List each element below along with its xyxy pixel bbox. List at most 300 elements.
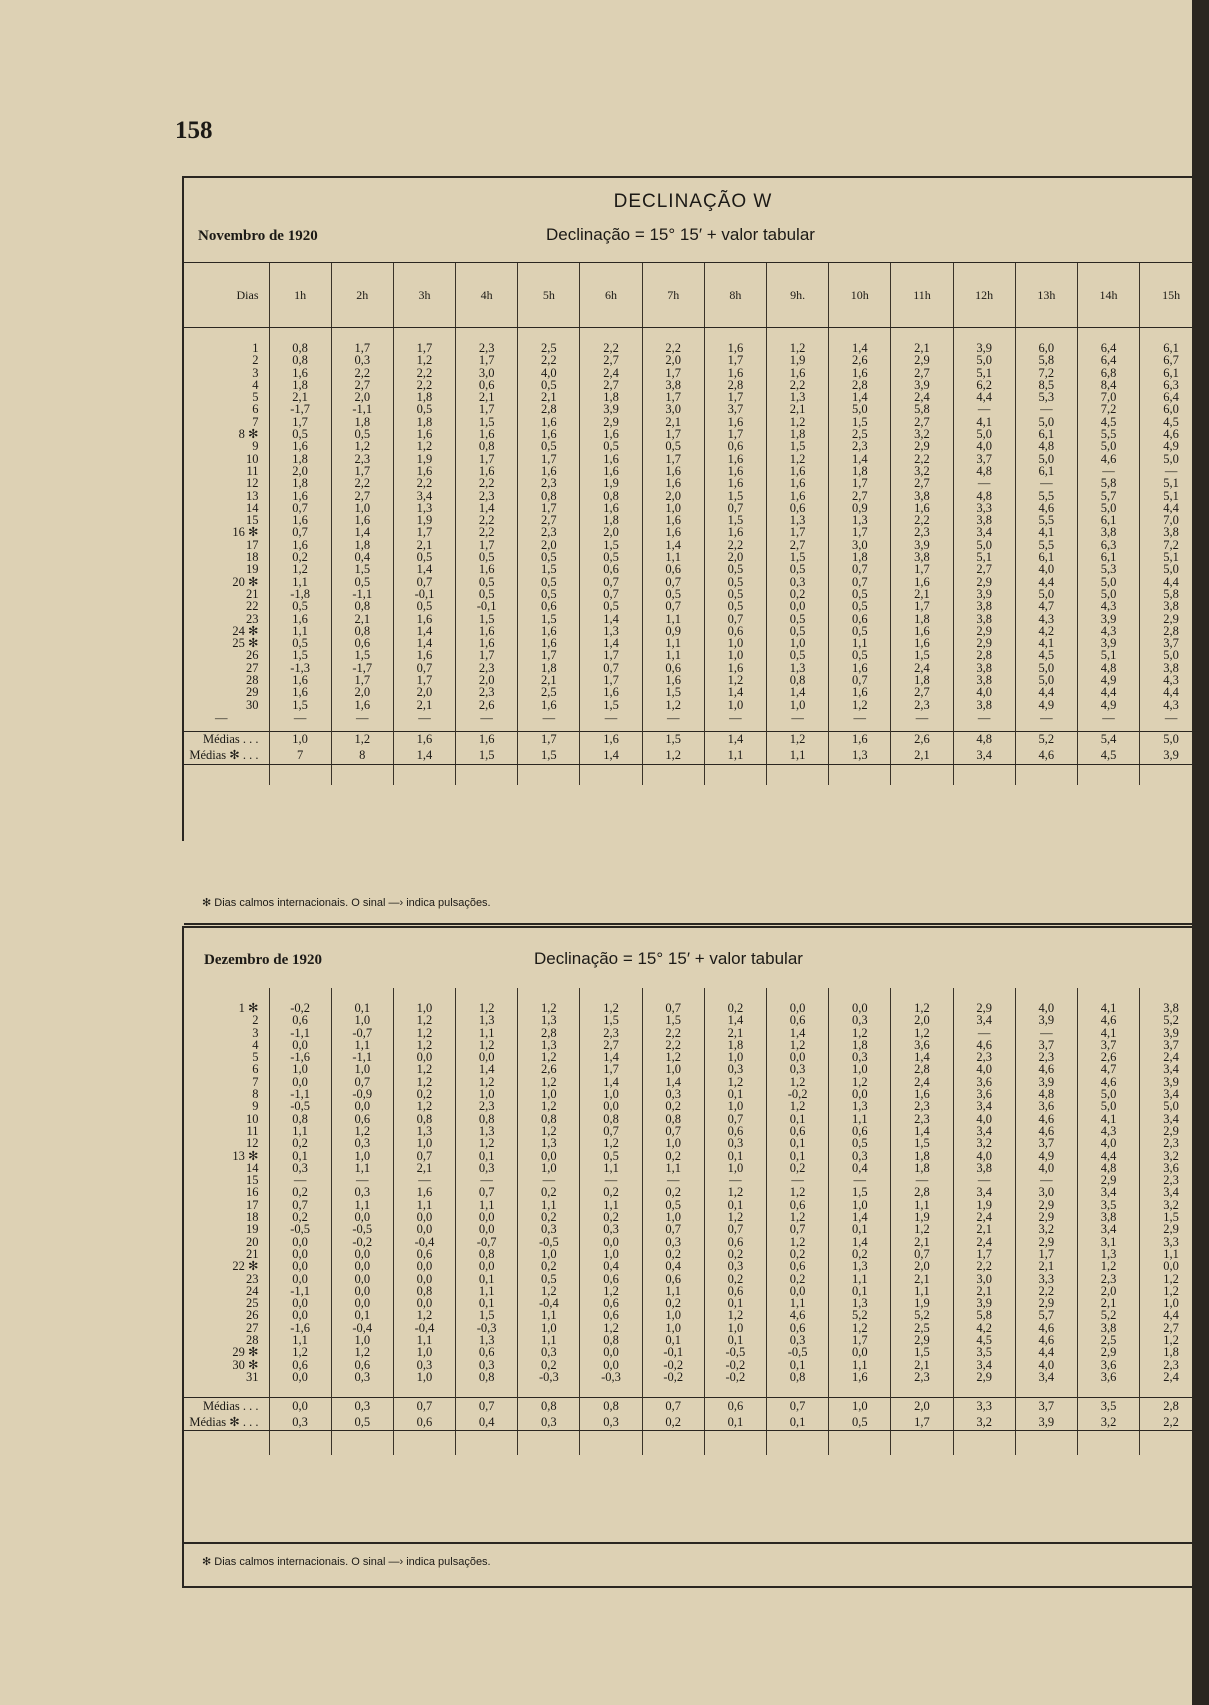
pad-cell bbox=[953, 764, 1015, 785]
value-cell: 5,7 bbox=[1015, 1309, 1077, 1321]
value-cell: 0,0 bbox=[829, 1002, 891, 1014]
pad-cell bbox=[269, 764, 331, 785]
day-cell: 14 bbox=[246, 501, 259, 515]
value-cell: 2,9 bbox=[953, 625, 1015, 637]
spacer-cell bbox=[518, 988, 580, 1002]
pad-cell bbox=[518, 764, 580, 785]
value-cell: 1,7 bbox=[580, 649, 642, 661]
value-cell: 3,8 bbox=[953, 514, 1015, 526]
value-cell: 2,7 bbox=[829, 490, 891, 502]
value-cell: 0,7 bbox=[331, 1076, 393, 1088]
value-cell: 1,7 bbox=[393, 342, 455, 354]
value-cell: 3,8 bbox=[891, 490, 953, 502]
means-calm-value: 8 bbox=[331, 748, 393, 765]
value-cell: 4,7 bbox=[1015, 600, 1077, 612]
value-cell: 1,2 bbox=[518, 1002, 580, 1014]
day-cell: 4 bbox=[252, 1038, 259, 1052]
value-cell: 4,0 bbox=[1015, 1359, 1077, 1371]
value-cell: 1,0 bbox=[393, 1137, 455, 1149]
value-cell: 0,5 bbox=[704, 576, 766, 588]
value-cell: 0,5 bbox=[580, 440, 642, 452]
means-calm-value: 0,1 bbox=[704, 1414, 766, 1431]
value-cell: 2,8 bbox=[518, 1027, 580, 1039]
value-cell: 0,6 bbox=[456, 1346, 518, 1358]
spacer-cell bbox=[269, 1383, 331, 1398]
table-row bbox=[184, 453, 1202, 465]
day-cell: 19 bbox=[246, 563, 259, 576]
value-cell: 1,5 bbox=[891, 1137, 953, 1149]
spacer-cell bbox=[767, 988, 829, 1002]
value-cell: -0,5 bbox=[767, 1346, 829, 1358]
value-cell: 6,4 bbox=[1140, 391, 1202, 403]
value-cell: 2,5 bbox=[1077, 1334, 1139, 1346]
day-cell: 26 bbox=[246, 1309, 259, 1322]
value-cell: -0,4 bbox=[393, 1236, 455, 1248]
value-cell: -1,1 bbox=[269, 1088, 331, 1100]
spacer-cell bbox=[331, 1383, 393, 1398]
value-cell: 2,9 bbox=[1077, 1346, 1139, 1358]
value-cell: 1,2 bbox=[829, 1027, 891, 1039]
value-cell: 1,6 bbox=[767, 367, 829, 379]
hour-header: 8h bbox=[704, 263, 766, 328]
value-cell: 2,0 bbox=[580, 526, 642, 538]
table-row bbox=[184, 539, 1202, 551]
value-cell: 0,6 bbox=[393, 1248, 455, 1260]
day-cell: 28 bbox=[246, 674, 259, 687]
value-cell: 3,0 bbox=[1015, 1186, 1077, 1198]
value-cell: 4,4 bbox=[1077, 686, 1139, 698]
value-cell: 4,0 bbox=[953, 1063, 1015, 1075]
value-cell: 3,6 bbox=[1140, 1162, 1202, 1174]
value-cell: 1,8 bbox=[269, 477, 331, 489]
day-cell: 25 bbox=[246, 1297, 259, 1310]
value-cell: 0,1 bbox=[829, 1223, 891, 1235]
dash-cell: — bbox=[953, 711, 1015, 732]
value-cell: 5,8 bbox=[1077, 477, 1139, 489]
spacer-row bbox=[184, 328, 1202, 343]
value-cell: 5,8 bbox=[1015, 354, 1077, 366]
value-cell: 1,5 bbox=[580, 1014, 642, 1026]
means-value: 3,7 bbox=[1015, 1398, 1077, 1415]
means-calm-value: 1,5 bbox=[456, 748, 518, 765]
value-cell: 0,8 bbox=[331, 600, 393, 612]
dash-cell: — bbox=[456, 711, 518, 732]
spacer-cell bbox=[642, 1383, 704, 1398]
value-cell: 0,8 bbox=[269, 342, 331, 354]
value-cell: 1,2 bbox=[891, 1027, 953, 1039]
value-cell: 1,5 bbox=[1140, 1211, 1202, 1223]
value-cell: 1,0 bbox=[269, 1063, 331, 1075]
table-row bbox=[184, 1322, 1202, 1334]
value-cell: 0,3 bbox=[829, 1150, 891, 1162]
value-cell: 0,6 bbox=[642, 1273, 704, 1285]
hour-header: 4h bbox=[456, 263, 518, 328]
value-cell: 1,2 bbox=[891, 1223, 953, 1235]
value-cell: 1,8 bbox=[1140, 1346, 1202, 1358]
value-cell: 1,8 bbox=[891, 1162, 953, 1174]
november-formula: Declinação = 15° 15′ + valor tabular bbox=[546, 225, 815, 244]
value-cell: 1,5 bbox=[642, 686, 704, 698]
spacer-cell bbox=[829, 988, 891, 1002]
value-cell: 3,9 bbox=[580, 403, 642, 415]
spacer-cell bbox=[1077, 988, 1139, 1002]
value-cell: 0,5 bbox=[518, 1273, 580, 1285]
value-cell: 2,1 bbox=[1077, 1297, 1139, 1309]
value-cell: 1,5 bbox=[829, 416, 891, 428]
value-cell: 1,7 bbox=[456, 649, 518, 661]
value-cell: 4,4 bbox=[1015, 1346, 1077, 1358]
value-cell: 4,8 bbox=[953, 490, 1015, 502]
value-cell: 0,5 bbox=[518, 440, 580, 452]
table-row bbox=[184, 490, 1202, 502]
value-cell: 6,0 bbox=[1015, 342, 1077, 354]
value-cell: 2,9 bbox=[1140, 1125, 1202, 1137]
value-cell: 4,6 bbox=[1077, 1076, 1139, 1088]
value-cell: 4,6 bbox=[767, 1309, 829, 1321]
value-cell: 1,8 bbox=[704, 1039, 766, 1051]
spacer-cell bbox=[704, 988, 766, 1002]
means-value: 1,2 bbox=[767, 731, 829, 748]
value-cell: 4,6 bbox=[1015, 1322, 1077, 1334]
value-cell: 2,1 bbox=[953, 1285, 1015, 1297]
means-value: 0,8 bbox=[580, 1398, 642, 1415]
value-cell: 1,1 bbox=[456, 1027, 518, 1039]
value-cell: 5,1 bbox=[1140, 477, 1202, 489]
value-cell: 3,8 bbox=[953, 662, 1015, 674]
pad-cell bbox=[642, 764, 704, 785]
value-cell: 3,9 bbox=[1015, 1076, 1077, 1088]
value-cell: 2,3 bbox=[1140, 1137, 1202, 1149]
value-cell: 3,0 bbox=[456, 367, 518, 379]
means-value: 5,0 bbox=[1140, 731, 1202, 748]
value-cell: 0,6 bbox=[767, 1199, 829, 1211]
value-cell: 1,6 bbox=[704, 662, 766, 674]
value-cell: 1,5 bbox=[518, 563, 580, 575]
spacer-cell bbox=[1015, 328, 1077, 343]
table-row bbox=[184, 440, 1202, 452]
value-cell: 4,0 bbox=[1015, 1002, 1077, 1014]
means-calm-value: 0,3 bbox=[269, 1414, 331, 1431]
value-cell: 3,9 bbox=[1140, 1027, 1202, 1039]
december-footnote: ✻ Dias calmos internacionais. O sinal —› indica pulsações. bbox=[202, 1556, 491, 1568]
value-cell: 4,2 bbox=[953, 1322, 1015, 1334]
value-cell: 0,8 bbox=[393, 1285, 455, 1297]
spacer-cell bbox=[580, 1383, 642, 1398]
value-cell: 3,4 bbox=[953, 1100, 1015, 1112]
day-cell: 19 bbox=[246, 1223, 259, 1236]
value-cell: 1,7 bbox=[331, 342, 393, 354]
value-cell: 1,0 bbox=[393, 1002, 455, 1014]
means-value: 5,2 bbox=[1015, 731, 1077, 748]
value-cell: 2,3 bbox=[456, 342, 518, 354]
value-cell: 1,7 bbox=[829, 1334, 891, 1346]
dash-cell: — bbox=[393, 711, 455, 732]
day-cell: 10 bbox=[246, 452, 259, 465]
value-cell: 0,0 bbox=[269, 1260, 331, 1272]
value-cell: 1,6 bbox=[269, 674, 331, 686]
value-cell: 1,6 bbox=[393, 649, 455, 661]
value-cell: 0,3 bbox=[456, 1359, 518, 1371]
table-row bbox=[184, 1137, 1202, 1149]
value-cell: 1,7 bbox=[518, 649, 580, 661]
value-cell: 1,6 bbox=[704, 453, 766, 465]
day-cell: 1 bbox=[252, 342, 259, 355]
value-cell: 2,4 bbox=[953, 1211, 1015, 1223]
pad-cell bbox=[184, 1431, 269, 1456]
value-cell: 4,0 bbox=[953, 686, 1015, 698]
value-cell: 2,0 bbox=[642, 354, 704, 366]
value-cell: — bbox=[1077, 465, 1139, 477]
value-cell: 4,1 bbox=[1015, 637, 1077, 649]
value-cell: 1,1 bbox=[456, 1285, 518, 1297]
value-cell: 3,9 bbox=[953, 588, 1015, 600]
spacer-cell bbox=[184, 328, 269, 343]
value-cell: 3,5 bbox=[953, 1346, 1015, 1358]
value-cell: 0,6 bbox=[331, 1359, 393, 1371]
value-cell: 0,0 bbox=[829, 1088, 891, 1100]
value-cell: 1,6 bbox=[704, 416, 766, 428]
value-cell: 1,7 bbox=[829, 526, 891, 538]
value-cell: 0,1 bbox=[767, 1137, 829, 1149]
value-cell: 4,9 bbox=[1077, 674, 1139, 686]
means-value: 0,6 bbox=[704, 1398, 766, 1415]
value-cell: 5,5 bbox=[1015, 539, 1077, 551]
value-cell: 0,1 bbox=[704, 1334, 766, 1346]
value-cell: 0,7 bbox=[269, 1199, 331, 1211]
value-cell: 2,9 bbox=[580, 416, 642, 428]
value-cell: 2,9 bbox=[1015, 1236, 1077, 1248]
value-cell: 1,2 bbox=[269, 1346, 331, 1358]
value-cell: 2,5 bbox=[891, 1322, 953, 1334]
value-cell: 1,2 bbox=[767, 1076, 829, 1088]
means-calm-value: 0,5 bbox=[829, 1414, 891, 1431]
value-cell: 5,8 bbox=[891, 403, 953, 415]
means-calm-value: 0,2 bbox=[642, 1414, 704, 1431]
value-cell: 6,1 bbox=[1015, 551, 1077, 563]
value-cell: 2,2 bbox=[518, 354, 580, 366]
means-calm-label: Médias ✻ . . . bbox=[184, 748, 269, 765]
value-cell: 0,0 bbox=[767, 1285, 829, 1297]
value-cell: 0,6 bbox=[580, 563, 642, 575]
value-cell: 0,6 bbox=[331, 637, 393, 649]
pad-cell bbox=[1077, 1431, 1139, 1456]
value-cell: 1,1 bbox=[642, 613, 704, 625]
value-cell: 1,2 bbox=[393, 1076, 455, 1088]
value-cell: 0,0 bbox=[331, 1100, 393, 1112]
value-cell: 0,6 bbox=[767, 1322, 829, 1334]
value-cell: 0,2 bbox=[518, 1211, 580, 1223]
value-cell: 1,1 bbox=[891, 1199, 953, 1211]
means-calm-label: Médias ✻ . . . bbox=[184, 1414, 269, 1431]
value-cell: 1,6 bbox=[704, 342, 766, 354]
value-cell: 5,0 bbox=[953, 354, 1015, 366]
value-cell: 0,3 bbox=[518, 1346, 580, 1358]
value-cell: 2,7 bbox=[580, 1039, 642, 1051]
value-cell: -1,7 bbox=[269, 403, 331, 415]
value-cell: 6,4 bbox=[1077, 342, 1139, 354]
value-cell: 2,0 bbox=[518, 539, 580, 551]
value-cell: 4,1 bbox=[1077, 1113, 1139, 1125]
value-cell: 5,0 bbox=[1077, 1100, 1139, 1112]
value-cell: 0,1 bbox=[767, 1359, 829, 1371]
value-cell: 0,9 bbox=[829, 502, 891, 514]
value-cell: -0,2 bbox=[704, 1359, 766, 1371]
value-cell: 3,6 bbox=[1077, 1371, 1139, 1383]
value-cell: 2,1 bbox=[269, 391, 331, 403]
value-cell: 0,6 bbox=[456, 379, 518, 391]
value-cell: 0,6 bbox=[642, 662, 704, 674]
day-cell: 5 bbox=[252, 391, 259, 404]
value-cell: 2,1 bbox=[518, 674, 580, 686]
value-cell: 6,2 bbox=[953, 379, 1015, 391]
value-cell: 3,4 bbox=[1140, 1186, 1202, 1198]
spacer-cell bbox=[953, 1383, 1015, 1398]
value-cell: 1,0 bbox=[642, 1322, 704, 1334]
value-cell: 0,5 bbox=[393, 551, 455, 563]
value-cell: 1,2 bbox=[704, 1211, 766, 1223]
value-cell: 0,1 bbox=[269, 1150, 331, 1162]
value-cell: 0,0 bbox=[767, 1002, 829, 1014]
value-cell: 3,8 bbox=[953, 613, 1015, 625]
value-cell: 1,5 bbox=[891, 649, 953, 661]
value-cell: 2,3 bbox=[331, 453, 393, 465]
value-cell: 2,1 bbox=[642, 416, 704, 428]
value-cell: 0,3 bbox=[642, 1236, 704, 1248]
day-cell: 12 bbox=[246, 477, 259, 490]
value-cell: 1,3 bbox=[829, 514, 891, 526]
value-cell: — bbox=[953, 403, 1015, 415]
value-cell: 4,4 bbox=[1077, 1150, 1139, 1162]
value-cell: 3,3 bbox=[953, 502, 1015, 514]
value-cell: 0,7 bbox=[642, 1002, 704, 1014]
value-cell: 0,3 bbox=[331, 1371, 393, 1383]
november-footnote-rule bbox=[184, 923, 1202, 925]
day-cell: 18 bbox=[246, 551, 259, 564]
value-cell: 0,2 bbox=[642, 1186, 704, 1198]
value-cell: 1,4 bbox=[580, 613, 642, 625]
value-cell: 4,9 bbox=[1015, 1150, 1077, 1162]
value-cell: 2,1 bbox=[953, 1223, 1015, 1235]
value-cell: 3,6 bbox=[1015, 1100, 1077, 1112]
hour-header: 13h bbox=[1015, 263, 1077, 328]
value-cell: 3,6 bbox=[891, 1039, 953, 1051]
means-value: 1,7 bbox=[518, 731, 580, 748]
value-cell: 0,1 bbox=[456, 1150, 518, 1162]
value-cell: 1,1 bbox=[269, 576, 331, 588]
value-cell: 1,0 bbox=[829, 1199, 891, 1211]
value-cell: 1,2 bbox=[704, 1186, 766, 1198]
value-cell: 0,8 bbox=[269, 354, 331, 366]
value-cell: 1,6 bbox=[580, 465, 642, 477]
value-cell: 4,6 bbox=[1015, 1125, 1077, 1137]
means-calm-value: 4,6 bbox=[1015, 748, 1077, 765]
value-cell: 0,2 bbox=[269, 1211, 331, 1223]
value-cell: 4,5 bbox=[1015, 649, 1077, 661]
value-cell: 0,5 bbox=[580, 1150, 642, 1162]
value-cell: — bbox=[953, 477, 1015, 489]
value-cell: 1,6 bbox=[518, 637, 580, 649]
spacer-cell bbox=[1015, 1383, 1077, 1398]
day-cell: 29 ✻ bbox=[232, 1346, 259, 1359]
value-cell: 0,8 bbox=[580, 490, 642, 502]
value-cell: 3,7 bbox=[704, 403, 766, 415]
hour-header: 6h bbox=[580, 263, 642, 328]
value-cell: 1,4 bbox=[829, 1236, 891, 1248]
value-cell: 2,2 bbox=[642, 1027, 704, 1039]
value-cell: 2,1 bbox=[767, 403, 829, 415]
spacer-cell bbox=[269, 328, 331, 343]
value-cell: 2,2 bbox=[953, 1260, 1015, 1272]
means-calm-value: 1,1 bbox=[767, 748, 829, 765]
value-cell: 0,5 bbox=[518, 588, 580, 600]
value-cell: 1,1 bbox=[580, 1199, 642, 1211]
spacer-cell bbox=[184, 1383, 269, 1398]
value-cell: 4,1 bbox=[953, 416, 1015, 428]
value-cell: 4,0 bbox=[518, 367, 580, 379]
value-cell: 2,3 bbox=[456, 662, 518, 674]
value-cell: 5,2 bbox=[829, 1309, 891, 1321]
value-cell: 1,6 bbox=[269, 539, 331, 551]
spacer-cell bbox=[891, 988, 953, 1002]
value-cell: 3,4 bbox=[1140, 1088, 1202, 1100]
value-cell: 0,8 bbox=[767, 674, 829, 686]
value-cell: 6,4 bbox=[1077, 354, 1139, 366]
table-row bbox=[184, 1223, 1202, 1235]
value-cell: 4,2 bbox=[1015, 625, 1077, 637]
value-cell: 1,2 bbox=[767, 1039, 829, 1051]
value-cell: 1,8 bbox=[767, 428, 829, 440]
value-cell: 3,2 bbox=[891, 428, 953, 440]
value-cell: 0,7 bbox=[642, 1223, 704, 1235]
value-cell: 1,3 bbox=[829, 1260, 891, 1272]
pad-cell bbox=[1015, 764, 1077, 785]
value-cell: 0,3 bbox=[518, 1223, 580, 1235]
table-row bbox=[184, 551, 1202, 563]
means-calm-value: 0,5 bbox=[331, 1414, 393, 1431]
table-row bbox=[184, 576, 1202, 588]
hour-header: 11h bbox=[891, 263, 953, 328]
day-cell: 7 bbox=[252, 1075, 259, 1089]
value-cell: 0,8 bbox=[518, 1113, 580, 1125]
value-cell: 1,1 bbox=[269, 1125, 331, 1137]
value-cell: 0,0 bbox=[331, 1285, 393, 1297]
value-cell: 2,4 bbox=[891, 662, 953, 674]
value-cell: 0,0 bbox=[331, 1211, 393, 1223]
value-cell: 0,6 bbox=[704, 625, 766, 637]
table-row bbox=[184, 1211, 1202, 1223]
table-row bbox=[184, 1371, 1202, 1383]
value-cell: -1,1 bbox=[269, 1285, 331, 1297]
value-cell: 2,1 bbox=[891, 342, 953, 354]
value-cell: 3,4 bbox=[1077, 1186, 1139, 1198]
value-cell: 0,7 bbox=[580, 1125, 642, 1137]
value-cell: 3,8 bbox=[1077, 1211, 1139, 1223]
value-cell: 1,6 bbox=[456, 428, 518, 440]
spacer-cell bbox=[1140, 328, 1202, 343]
value-cell: 0,5 bbox=[704, 600, 766, 612]
value-cell: 0,5 bbox=[767, 625, 829, 637]
value-cell: 1,7 bbox=[829, 477, 891, 489]
means-calm-value: 3,2 bbox=[953, 1414, 1015, 1431]
value-cell: 1,3 bbox=[518, 1137, 580, 1149]
pad-cell bbox=[642, 1431, 704, 1456]
value-cell: 1,2 bbox=[393, 1014, 455, 1026]
value-cell: 1,1 bbox=[269, 1334, 331, 1346]
value-cell: 0,0 bbox=[767, 600, 829, 612]
value-cell: -1,6 bbox=[269, 1051, 331, 1063]
value-cell: 4,8 bbox=[953, 465, 1015, 477]
value-cell: 0,2 bbox=[829, 1248, 891, 1260]
